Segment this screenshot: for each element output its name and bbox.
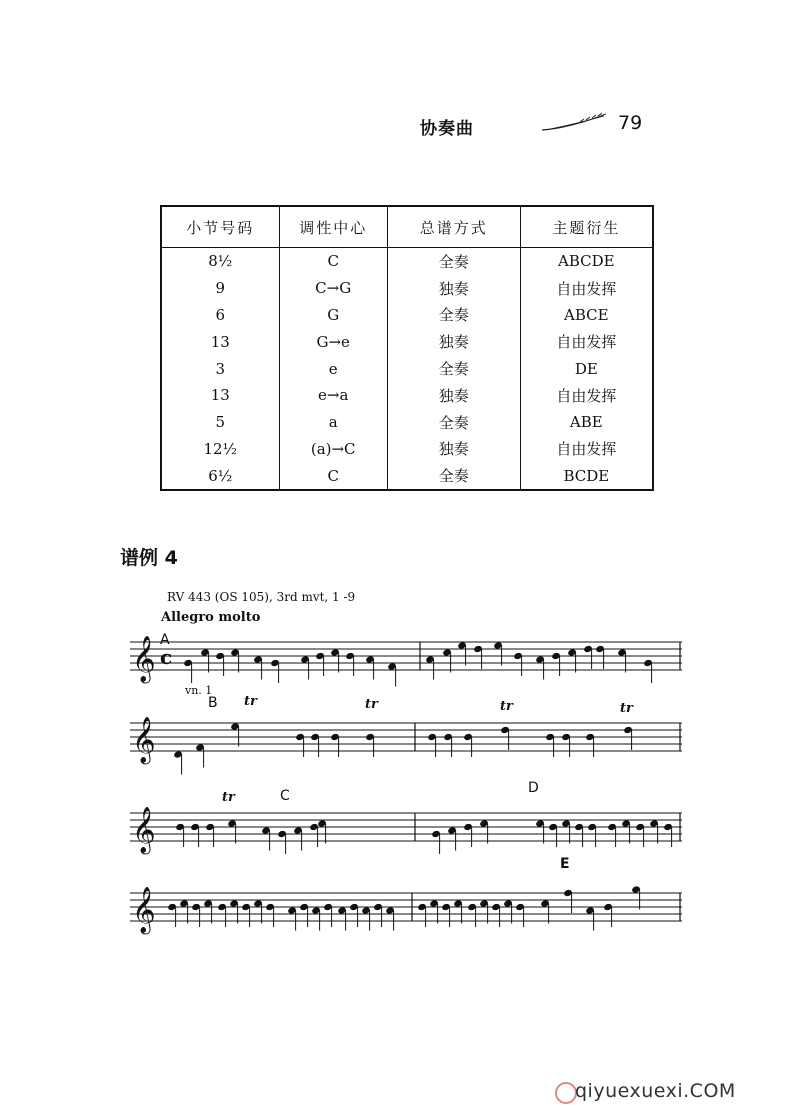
cell-scoring: 全奏 xyxy=(387,355,520,382)
column-header: 小节号码 xyxy=(161,206,279,248)
work-identifier: RV 443 (OS 105), 3rd mvt, 1 -9 xyxy=(167,590,356,604)
trill-mark: tr xyxy=(222,790,235,805)
cell-theme: ABCE xyxy=(520,302,653,329)
watermark: qiyuexuexi.COM xyxy=(575,1080,736,1102)
cell-measures: 6 xyxy=(215,305,226,324)
cell-measures: 9 xyxy=(215,279,226,298)
trill-mark: tr xyxy=(365,697,378,712)
cell-theme: 自由发挥 xyxy=(520,275,653,302)
cell-theme: BCDE xyxy=(520,462,653,490)
cell-measures: 3 xyxy=(215,359,226,378)
time-signature-icon: c xyxy=(160,645,173,669)
cell-measures: 12½ xyxy=(203,439,238,458)
cell-scoring: 全奏 xyxy=(387,248,520,275)
cell-measures: 6½ xyxy=(208,466,233,485)
column-header: 主题衍生 xyxy=(520,206,653,248)
treble-clef-icon: 𝄞 xyxy=(132,887,156,933)
example-heading: 谱例 4 xyxy=(120,547,178,569)
cell-scoring: 独奏 xyxy=(387,382,520,409)
cell-theme: ABE xyxy=(520,409,653,436)
cell-theme: 自由发挥 xyxy=(520,328,653,355)
cell-theme: DE xyxy=(520,355,653,382)
cell-key: a xyxy=(279,409,387,436)
cell-theme: 自由发挥 xyxy=(520,382,653,409)
trill-mark: tr xyxy=(244,694,257,709)
cell-key: G xyxy=(279,302,387,329)
rehearsal-mark-b: B xyxy=(208,695,218,711)
treble-clef-icon: 𝄞 xyxy=(132,636,156,682)
page-number: 79 xyxy=(618,112,643,134)
watermark-logo-icon xyxy=(555,1082,577,1104)
column-header: 调性中心 xyxy=(279,206,387,248)
cell-key: C xyxy=(279,462,387,490)
cell-key: C→G xyxy=(279,275,387,302)
rehearsal-mark-e: E xyxy=(560,856,570,872)
cell-scoring: 独奏 xyxy=(387,328,520,355)
cell-scoring: 独奏 xyxy=(387,436,520,463)
tempo-marking: Allegro molto xyxy=(161,610,261,625)
cell-measures: 5 xyxy=(215,413,226,432)
column-header: 总谱方式 xyxy=(387,206,520,248)
trill-mark: tr xyxy=(500,699,513,714)
cell-theme: 自由发挥 xyxy=(520,436,653,463)
running-header-title: 协奏曲 xyxy=(420,119,474,139)
cell-measures: 13 xyxy=(210,332,230,351)
rehearsal-mark-d: D xyxy=(528,780,539,796)
cell-key: e→a xyxy=(279,382,387,409)
cell-measures: 13 xyxy=(210,386,230,405)
cell-scoring: 全奏 xyxy=(387,409,520,436)
cell-key: C xyxy=(279,248,387,275)
cell-key: (a)→C xyxy=(279,436,387,463)
trill-mark: tr xyxy=(620,701,633,716)
treble-clef-icon: 𝄞 xyxy=(132,807,156,853)
cell-theme: ABCDE xyxy=(520,248,653,275)
cell-key: G→e xyxy=(279,328,387,355)
rehearsal-mark-c: C xyxy=(280,788,290,804)
cell-key: e xyxy=(279,355,387,382)
instrument-label: vn. 1 xyxy=(185,684,213,697)
cell-scoring: 独奏 xyxy=(387,275,520,302)
cell-measures: 8½ xyxy=(208,252,233,271)
treble-clef-icon: 𝄞 xyxy=(132,717,156,763)
rehearsal-mark-a: A xyxy=(160,632,170,648)
cell-scoring: 全奏 xyxy=(387,302,520,329)
cell-scoring: 全奏 xyxy=(387,462,520,490)
